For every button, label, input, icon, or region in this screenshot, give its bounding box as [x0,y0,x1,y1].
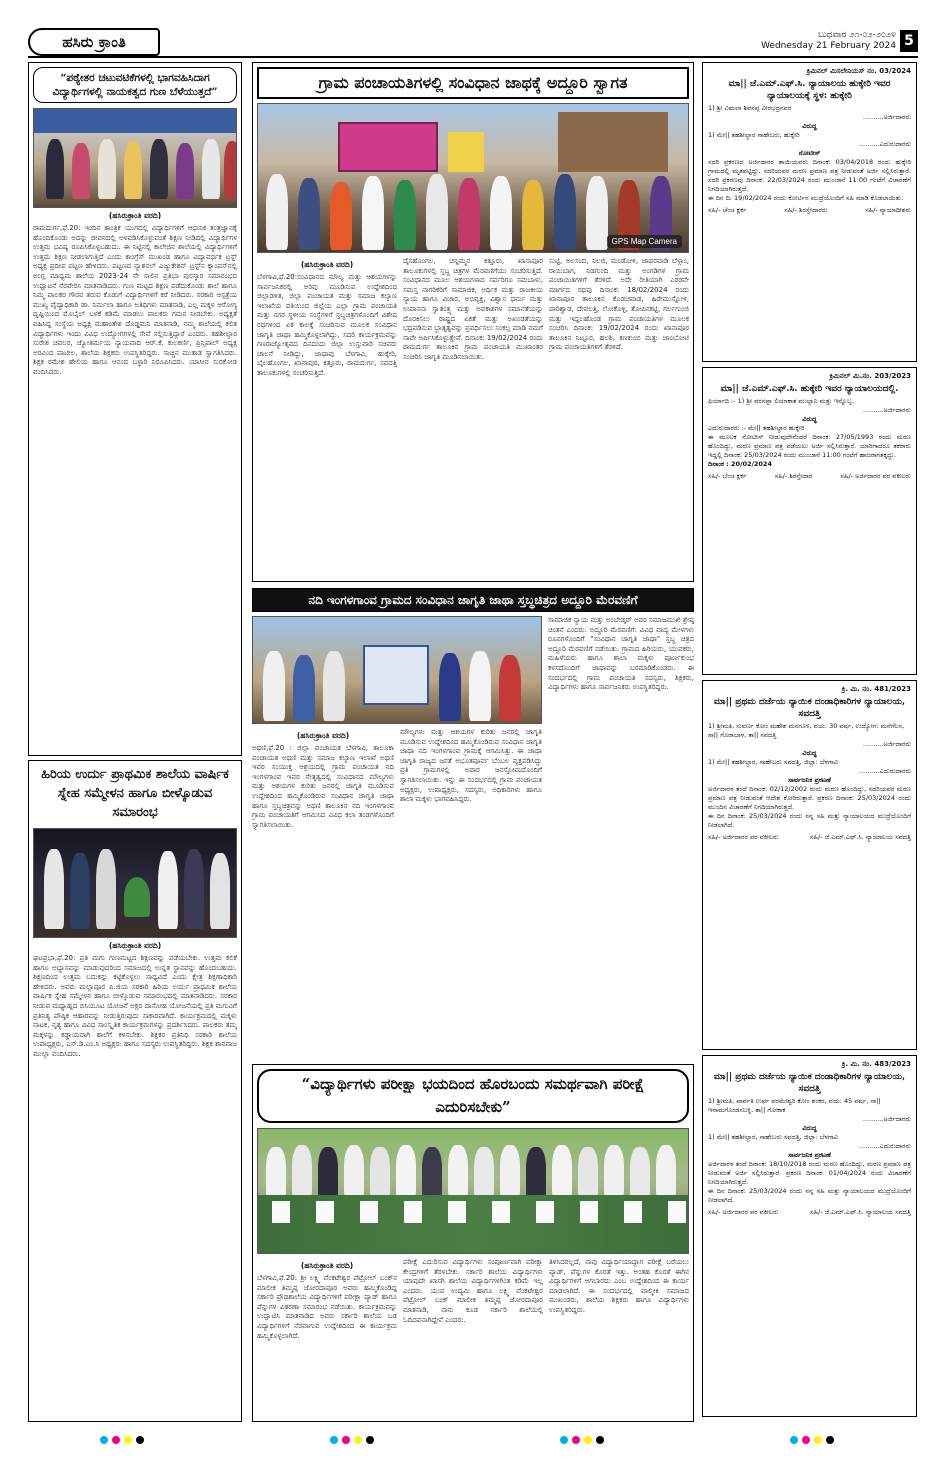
exam-pad [668,1201,686,1223]
notice-line: ಈ ದಿನ ದಿನಾಂಕ: 25/03/2024 ರಂದು ನನ್ನ ಸಹಿ ಮತ್ತು ನ್ಯಾಯಾಲಯದ ಮುದ್ರೆಯೊಂದಿಗೆ ನೀಡಲಾಗಿದೆ. [708,1187,911,1204]
person-figure [263,651,285,721]
left-story-1-headline: “ಪಠ್ಯೇತರ ಚಟುವಟಿಕೆಗಳಲ್ಲಿ ಭಾಗವಹಿಸಿದಾಗ ವಿದ್ಯಾರ್ಥಿಗಳಲ್ಲಿ ನಾಯಕತ್ವದ ಗುಣ ಬೆಳೆಯುತ್ತದೆ” [33,67,237,103]
person-figure [578,1147,598,1197]
magenta-dot [572,1436,580,1444]
masthead-dateline [761,30,896,52]
magenta-dot [112,1436,120,1444]
notice-line: 1) ಶ್ರೀಮತಿ, ಪಾರ್ವತಿ ಉರ್ಫ ಪರಮೇಶ್ವರಿ ಕೋಂ ಶಂಕರ, ವಯ: 45 ವರ್ಷ, ಸಾ|| ಇನಾಮಗೊಂಡಸಬಳ್ಳಿ, ತಾ|| ಗೋಕಾಕ [708,1097,881,1114]
black-dot [596,1436,604,1444]
stage-banner [34,109,236,133]
person-figure [150,139,168,199]
exam-pad [580,1201,598,1223]
newspaper-name: ಹಸಿರು ಕ್ರಾಂತಿ [62,33,126,51]
date-kannada: ಬುಧವಾರ ೨೧-೦೨-೨೦೨೪ [817,30,896,40]
person-figure [70,853,90,929]
notice-signatures [708,833,911,842]
middle-story-3-columns [257,1258,689,1404]
tableau-figure [448,132,484,172]
yellow-dot [584,1436,592,1444]
notice-line: ..........ಎದುರುದಾರರು [858,140,911,148]
notice-line: ಈ ದಿನ ದಿ: 19/02/2024 ರಂದು ಕೋರ್ಟಿನ ಮುದ್ರೆಯೊಂದಿಗೆ ಸಹಿ ಮಾಡಿ ಕೊಡಲಾಯಿತು. [708,194,904,202]
left-column [28,62,242,1422]
middle-story-2-col-1 [252,728,394,1044]
middle-story-3-dateline: (ಹಸಿರುಕ್ರಾಂತಿ ವರದಿ) [300,1261,354,1270]
notice-line: ಸಾರ್ವಜನಿಕ ಪ್ರಕಟಣೆ [788,776,831,784]
middle-story-3-text-1: ಬೆಳಗಾವಿ,ಫೆ.20: ಶ್ರೀ ಲಕ್ಷ್ಮಿ ವೆಂಕಟೇಶ್ವರ ಪೆಟ್ರೋಲ್ ಬಂಕ್‌ನ ಮಾಲೀಕ ತಿಮ್ಮಪ್ಪ ಜೋರದಾಪೂರ ಅವರು ಹಮ್ಮಿಕೊಂಡಿದ್ದ ಸರ್ಕಾರಿ ಪ್ರೌಢಶಾಲೆಯ ವಿದ್ಯಾರ್ಥಿಗಳಿಗೆ ಪರೀಕ್ಷಾ ಪ್ಯಾಡ್ ಹಾಗೂ ಪೆನ್ನುಗಳ ವಿತರಣಾ ಸಮಾರಂಭ ನಡೆಯಿತು. ಕಾರ್ಯಕ್ರಮವನ್ನು ಉದ್ಘಾಟಿಸಿ ಮಾತನಾಡಿದ ಅವರು ಸರ್ಕಾರಿ ಶಾಲೆಯ ಬಡ ವಿದ್ಯಾರ್ಥಿಗಳಿಗೆ ನೆರವಾಗುವ ಉದ್ದೇಶದಿಂದ ಈ ಕಾರ್ಯಕ್ರಮ ಹಮ್ಮಿಕೊಳ್ಳಲಾಗಿದೆ. [257,1274,397,1340]
black-dot [136,1436,144,1444]
notice-line: ನೋಟೀಸ್ [798,149,821,157]
person-figure [44,849,64,929]
court-notice-3 [702,680,917,1050]
plant-pot [124,877,150,917]
signature-right: ಸಹಿ/- ಜೆ.ಎಮ್.ಎಫ್.ಸಿ. ನ್ಯಾಯಾಲಯ ಸವದತ್ತಿ [810,833,911,841]
notice-signatures [708,1208,911,1217]
middle-story-2-right [548,616,694,1056]
magenta-dot [802,1436,810,1444]
court-notice-2 [702,367,917,675]
notice-line: ಈ ಮೂಲಕ ನೋಟೀಸ್ ನೀಡುವುದೇನೆಂದರೆ ದಿನಾಂಕ: 27/05/1993 ರಂದು ಮರಣ ಹೊಂದಿದ್ದು, ಮರಣ ಪ್ರಮಾಣ ಪತ್ರ ಪಡೆಯಲು ಅರ್ಜಿ ಸಲ್ಲಿಸಿರುತ್ತಾರೆ. ಯಾರಿಗಾದರೂ ತಕರಾರು ಇದ್ದಲ್ಲಿ ದಿನಾಂಕ: 25/03/2024 ರಂದು ಮುಂಜಾನೆ 11:00 ಗಂಟೆಗೆ ಹಾಜರಾಗತಕ್ಕದ್ದು. [708,433,911,459]
left-story-1-photo [33,108,237,208]
person-figure [72,143,90,199]
middle-story-1-col-2 [403,257,543,573]
middle-story-1-columns [257,257,689,573]
left-story-2 [28,760,242,1422]
notice-case-number: ಕ್ರಿಮಿನಲ್ ಮಿಸಲೇನಿಯಸ್ ನಂ. 03/2024 [806,67,911,75]
middle-story-3-text-3: ತಿಳಿಸಿದರಲ್ಲದೆ, ನಾವು ವಿದ್ಯಾರ್ಥಿಯಾದ್ದಾಗ ಪರೀಕ್ಷೆ ಬರೆಯಲು ಪ್ಯಾಡ್, ಪೆನ್ನುಗಳ ಕೊರತೆ ಇತ್ತು. ಅಂತಹ ಕೊರತೆ ಈಗಿನ ವಿದ್ಯಾರ್ಥಿಗಳಿಗೆ ಆಗಬಾರದು ಎಂಬ ಉದ್ದೇಶದಿಂದ ಈ ಕಾರ್ಯ ಮಾಡಲಾಗಿದೆ. ಈ ಸಂದರ್ಭದಲ್ಲಿ ವಾಲ್ಮೀಕಿ ಸಮಾಜದ ಮುಖಂಡರು, ಶಾಲೆಯ ಶಿಕ್ಷಕರು ಹಾಗೂ ವಿದ್ಯಾರ್ಥಿಗಳು ಉಪಸ್ಥಿತರಿದ್ದರು. [549,1258,689,1314]
notice-line: ವಿರುದ್ಧ [802,122,817,130]
middle-story-1-headline: ಗ್ರಾಮ ಪಂಚಾಯತಿಗಳಲ್ಲಿ ಸಂವಿಧಾನ ಜಾಥಕ್ಕೆ ಅದ್ದೂರಿ ಸ್ವಾಗತ [257,67,689,99]
person-figure [499,655,521,721]
notice-line: ದಿನಾಂಕ : 20/02/2024 [708,460,772,468]
middle-story-1-text-1: ಬೆಳಗಾವಿ,ಫೆ.20:ಸಂವಿಧಾನದ ಮೌಲ್ಯ ಮತ್ತು ಆಶಯಗಳನ್ನು ಸಾರ್ವಜನಿಕರಲ್ಲಿ ಅರಿವು ಮೂಡಿಸುವ ಉದ್ದೇಶದಿಂದ ಜಿಲ್ಲಾಡಳಿತ, ಜಿಲ್ಲಾ ಪಂಚಾಯತ ಮತ್ತು ಸಮಾಜ ಕಲ್ಯಾಣ ಇಲಾಖೆಯ ವತಿಯಿಂದ ಜಿಲ್ಲೆಯ ಎಲ್ಲಾ ಗ್ರಾಮ ಪಂಚಾಯತಿ ಮತ್ತು ನಗರ ಸ್ಥಳೀಯ ಸಂಸ್ಥೆಗಳಿಗೆ ಸ್ತಬ್ಧಚಿತ್ರಗಳೊಂದಿಗೆ ವಿಶೇಷ ರಥಗಳಿಂದ ಏಕ ಕಾಲಕ್ಕೆ ಸಂಚರಿಸುವ ಮೂಲಕ ಸಂವಿಧಾನ ಜಾಗೃತಿ ಜಾಥಾ ಹಮ್ಮಿಕೊಳ್ಳಲಾಗಿದ್ದು, ಸದರಿ ಕಾರ್ಯಕ್ರಮವನ್ನು ಗಣರಾಜ್ಯೋತ್ಸವದ ದಿನದಂದು ಜಿಲ್ಲಾ ಉಸ್ತುವಾರಿ ಸಚಿವರು ಚಾಲನೆ ನೀಡಿದ್ದು, ಜಾಥಾವು ಬೆಳಗಾವಿ, ಹುಕ್ಕೇರಿ, ಬೈಲಹೊಂಗಲ, ಖಾನಾಪುರ, ಕಿತ್ತೂರು, ರಾಮದುರ್ಗ, ಸವದತ್ತಿ ತಾಲೂಕುಗಳಲ್ಲಿ ಸಂಚರಿಸುತ್ತಿದೆ. [257,273,397,377]
person-figure [292,1145,312,1197]
person-figure [210,853,230,929]
exam-pad [272,1201,290,1223]
left-story-1 [28,62,242,756]
middle-story-3-photo [257,1128,689,1254]
signature-right: ಸಹಿ/- ನ್ಯಾಯಾಧೀಶರು [865,206,911,214]
person-figure [394,180,416,250]
middle-story-3-col-3 [549,1258,689,1404]
person-figure [656,1145,676,1197]
person-figure [426,174,448,250]
signature-right: ಸಹಿ/- ಜೆ.ಎಮ್.ಎಫ್.ಸಿ. ನ್ಯಾಯಾಲಯ ಸವದತ್ತಿ [810,1208,911,1216]
notice-line: ..........ಅರ್ಜಿದಾರರು [862,740,911,748]
person-figure [586,176,608,250]
notice-signatures [708,472,911,481]
person-figure [176,143,194,199]
court-notice-1 [702,62,917,362]
person-figure [396,1145,416,1197]
middle-story-1-col-1 [257,257,397,573]
middle-story-2 [252,588,694,1058]
notice-line: ..........ಎದುರುದಾರರು [858,767,911,775]
middle-story-3 [252,1064,694,1422]
notice-line: ಅರ್ಜಿದಾರಳ ತಂದೆ ದಿನಾಂಕ: 02/12/2002 ರಂದು ಮರಣ ಹೊಂದಿದ್ದು, ಸದರಿಯವರ ಮರಣ ಪ್ರಮಾಣ ಪತ್ರ ನೀಡುವಂತೆ ಆದೇಶ ಕೋರಿರುತ್ತಾರೆ. ಪ್ರಕರಣ ದಿನಾಂಕ: 25/03/2024 ರಂದು ಮುಂದಿನ ವಿಚಾರಣೆಗೆ ನಿಗದಿಯಾಗಿರುತ್ತದೆ. [708,785,911,811]
middle-story-2-dateline: (ಹಸಿರುಕ್ರಾಂತಿ ವರದಿ) [296,731,350,740]
notice-line: ಅರ್ಜಿದಾರಳ ತಂದೆ ದಿನಾಂಕ: 18/10/2018 ರಂದು ಮರಣ ಹೊಂದಿದ್ದು, ಮರಣ ಪ್ರಮಾಣ ಪತ್ರ ನೀಡುವಂತೆ ಅರ್ಜಿ ಸಲ್ಲಿಸಿರುತ್ತಾರೆ. ಪ್ರಕರಣ ದಿನಾಂಕ: 01/04/2024 ರಂದು ವಿಚಾರಣೆಗೆ ನಿಗದಿಯಾಗಿರುತ್ತದೆ. [708,1160,911,1186]
black-dot [826,1436,834,1444]
notice-line: ..........ಎದುರುದಾರರು [858,1142,911,1150]
exam-pad [536,1201,554,1223]
notice-line: ಎದುರುದಾರರು :- ಮೇ|| ತಹಶೀಲ್ದಾರ ಹುಕ್ಕೇರಿ [708,424,805,432]
notice-title: ಮಾ|| ಜೆ.ಎಮ್.ಎಫ್.ಸಿ. ಹುಕ್ಕೇರಿ ಇವರ ನ್ಯಾಯಾಲಯದಲ್ಲಿ. [720,384,899,394]
cyan-dot [790,1436,798,1444]
left-story-2-headline: ಹಿರಿಯ ಉರ್ದು ಪ್ರಾಥಮಿಕ ಶಾಲೆಯ ವಾರ್ಷಿಕ ಸ್ನೇಹ ಸಮ್ಮೇಳನ ಹಾಗೂ ಬೀಳ್ಕೊಡುವ ಸಮಾರಂಭ [41,767,229,820]
gps-camera-tag: GPS Map Camera [607,235,682,248]
person-figure [422,1147,442,1197]
middle-story-2-text-1: ಅಥಣಿ,ಫೆ.20 : ಜಿಲ್ಲಾ ಪಂಚಾಯತ ಬೆಳಗಾವಿ, ತಾಲೂಕಾ ಪಂಚಾಯತ ಅಥಣಿ ಮತ್ತು ಸಮಾಜ ಕಲ್ಯಾಣ ಇಲಾಖೆ ಅಥಣಿ ಇವರ ಸಂಯುಕ್ತ ಆಶ್ರಯದಲ್ಲಿ ಗ್ರಾಮ ಪಂಚಾಯತ ನದಿ ಇಂಗಳಗಾಂವ ಇವರ ನೇತೃತ್ವದಲ್ಲಿ ಸಂವಿಧಾನದ ಮೌಲ್ಯಗಳು ಮತ್ತು ಆಶಯಗಳ ಕುರಿತು ಜನರಲ್ಲಿ ಜಾಗೃತಿ ಮೂಡಿಸುವ ಉದ್ದೇಶದಿಂದ ಹಮ್ಮಿಕೊಂಡಿರುವ ಸಂವಿಧಾನ ಜಾಗೃತಿ ಜಾಥಾ ಹಾಗೂ ಸ್ತಬ್ಧಚಿತ್ರವನ್ನು ಅಥಣಿ ತಾಲೂಕಿನ ನದಿ ಇಂಗಳಗಾಂವ ಗ್ರಾಮ ಪಂಚಾಯತಿಗೆ ಆಗಮಿಸಿದ ವಿವಿಧ ಕಲಾ ತಂಡಗಳೊಂದಿಗೆ ಸ್ವಾಗತಿಸಲಾಯಿತು. [252,744,394,829]
left-story-2-photo [33,828,237,938]
person-figure [293,655,315,721]
person-figure [469,651,491,721]
person-figure [630,1147,650,1197]
notice-line: ಈ ದಿನ ದಿನಾಂಕ: 25/03/2024 ರಂದು ನನ್ನ ಸಹಿ ಮತ್ತು ನ್ಯಾಯಾಲಯದ ಮುದ್ರೆಯೊಂದಿಗೆ ನೀಡಲಾಗಿದೆ. [708,812,911,829]
person-figure [522,180,544,250]
person-figure [439,653,461,721]
middle-story-2-left [252,616,542,1056]
exam-pad [316,1201,334,1223]
middle-story-3-text-2: ಪರೀಕ್ಷೆ ಎದುರಿಸುವ ವಿದ್ಯಾರ್ಥಿಗಳು ಸಂಪೂರ್ಣವಾಗಿ ಪರೀಕ್ಷಾ ಕೇಂದ್ರಗಳಿಗೆ ತೆರಳಬೇಕು. ಸರ್ಕಾರಿ ಶಾಲೆಯ ವಿದ್ಯಾರ್ಥಿಗಳು ಯಾವುದೇ ಖಾಸಗಿ ಶಾಲೆಯ ವಿದ್ಯಾರ್ಥಿಗಳಿಗಿಂತ ಕಡಿಮೆ ಇಲ್ಲ ಎಂದರು. ಯುವ ಉದ್ಯಮಿ ಹಾಗೂ ಲಕ್ಷ್ಮಿ ವೆಂಕಟೇಶ್ವರ ಪೆಟ್ರೋಲ್ ಬಂಕ್ ಮಾಲೀಕ ತಿಮ್ಮಪ್ಪ ಜೋರದಾಪೂರ ಮಾತನಾಡಿ, ನಾನು ಕೂಡ ಸರ್ಕಾರಿ ಶಾಲೆಯಲ್ಲಿ ಓದಿದವನಾಗಿದ್ದೇನೆ ಎಂದರು. [403,1258,543,1324]
notice-line: ..........ಅರ್ಜಿದಾರರು [862,113,911,121]
person-figure [458,178,480,250]
tableau-vehicle [338,122,438,172]
person-figure [362,176,384,250]
middle-story-1-text-3: ಸುಟ್ಟಿ, ಅಲಸಂದಿ, ನಿಲಜಿ, ಮಂಡೋಳಿ, ಜಾಫರವಾಡಿ ಬೆಳ್ಗಾಂ, ರಾಯಿಬಾಗ, ನಿಡಗುಂದಿ ಮತ್ತು ಅಂಗಡಿಗಳ ಗ್ರಾಮ ಪಂಚಾಯಿತಿಗಳಿಗೆ ತೆರಳಿದೆ. ಅದೇ ರೀತಿಯಾಗಿ ಎರಡನೇ ಮಾರ್ಗದ ರಥವು ದಿನಾಂಕ: 18/02/2024 ರಂದು ಖಾನಾಪೂರ ತಾಲೂಕಿನ ಕೊಡಚವಾಡ, ಹಿರೇಮುನ್ನೋಳಿ, ಪಾರಿಶ್ವಾಡ, ದೇವಲತ್ತಿ, ಲೋಕೊಳ್ಳಿ, ತೋಪಿನಕಟ್ಟಿ, ಗರ್ಲಗುಂಜಿ ಮತ್ತು ಇದ್ದಲಹೊಂಡ ಗ್ರಾಮ ಪಂಚಾಯತಿಗಳ ಮೂಲಕ ಸಂಚರಿಸಿ ದಿನಾಂಕ: 19/02/2024 ರಂದು ಖಾನಾಪೂರ ತಾಲೂಕಿನ ನಿಟ್ಟೂರ, ಹಲಶಿ, ಕಣಕುಂಬಿ ಮತ್ತು ಜಾಂಬೋಟಿ ಗ್ರಾಮ ಪಂಚಾಯತಿಗಳಿಗೆ ತೆರಳಿದೆ. [549,257,689,352]
magenta-dot [342,1436,350,1444]
yellow-dot [124,1436,132,1444]
middle-story-2-text-2: ಮೌಲ್ಯಗಳು ಮತ್ತು ಆಶಯಗಳ ಕುರಿತು ಜನರಲ್ಲಿ ಜಾಗೃತಿ ಮೂಡಿಸುವ ಉದ್ದೇಶದಿಂದ ಹಮ್ಮಿಕೊಂಡಿರುವ ಸಂವಿಧಾನ ಜಾಗೃತಿ ಜಾಥಾ ನದಿ ಇಂಗಳಗಾಂವ ಗ್ರಾಮಕ್ಕೆ ಆಗಮಿಸಿತ್ತು. ಈ ಜಾಥಾ ಜಾಗೃತಿ ರಾಜ್ಯದ ಜನತೆ ಅಭೂತಪೂರ್ವ ಬೆಂಬಲ ವ್ಯಕ್ತಪಡಿಸಿದ್ದು ಪ್ರತಿ ಗ್ರಾಮಗಳಲ್ಲಿ ಅಪಾರ ಜನಸ್ತೋಮದೊಂದಿಗೆ ಸ್ವಾಗತಿಸಲಾಯಿತು. ಇನ್ನು ಈ ಸಂದರ್ಭದಲ್ಲಿ ಗ್ರಾಮ ಪಂಚಾಯತ ಅಧ್ಯಕ್ಷರು, ಉಪಾಧ್ಯಕ್ಷರು, ಸದಸ್ಯರು, ಅಧಿಕಾರಿಗಳು ಹಾಗೂ ಶಾಲಾ ಮಕ್ಕಳು ಭಾಗವಹಿಸಿದ್ದರು. [400,728,542,804]
masthead [28,28,918,58]
person-figure [224,141,237,199]
exam-pad [404,1201,422,1223]
middle-story-3-col-1 [257,1258,397,1404]
notice-line: ವಿರುದ್ಧ [802,749,817,757]
person-figure [526,1147,546,1197]
signature-left: ಸಹಿ/- ಅರ್ಜಿದಾರರ ಪರ ವಕೀಲರು [708,833,779,841]
registration-marks-left [100,1436,144,1444]
page-number: 5 [900,30,918,52]
notice-line: 1) ಮೇ|| ತಹಶೀಲ್ದಾರ, ಸಾಹೇಬರು ಸವದತ್ತಿ, ಜಿಲ್ಲಾ: ಬೆಳಗಾವಿ [708,758,838,766]
registration-marks-center-right [560,1436,604,1444]
signature-left: ಸಹಿ/- ಚೆಂಚ ಕ್ಲರ್ಕ [708,206,747,214]
person-figure [184,849,204,929]
person-figure [330,182,352,250]
person-figure [318,1147,338,1197]
person-figure [448,1145,468,1197]
person-figure [370,1147,390,1197]
left-story-2-dateline: (ಹಸಿರುಕ್ರಾಂತಿ ವರದಿ) [108,941,162,950]
notice-case-number: ಕ್ರಿಮಿನಲ್ ಮಿ.ನಂ. 203/2023 [829,372,911,380]
cyan-dot [330,1436,338,1444]
person-figure [500,1145,520,1197]
middle-story-2-headline: ನದಿ ಇಂಗಳಗಾಂವ ಗ್ರಾಮದ ಸಂವಿಧಾನ ಜಾಗೃತಿ ಜಾಥಾ ಸ್ತಬ್ಧಚಿತ್ರದ ಅದ್ದೂರಿ ಮೆರವಣಿಗೆ [252,588,694,612]
notice-line: 1) ಮೇ|| ತಹಶೀಲ್ದಾರ ಸಾಹೇಬರು, ಹುಕ್ಕೇರಿ [708,131,800,139]
date-english: Wednesday 21 February 2024 [761,41,896,51]
notice-line: ಸದರಿ ಪ್ರಕರಣದ ಅರ್ಜಿದಾರರ ತಾಯಿಯವರು ದಿನಾಂಕ: 03/04/2018 ರಂದು ಹುಕ್ಕೇರಿ ಗ್ರಾಮದಲ್ಲಿ ಮೃತಪಟ್ಟಿದ್ದು, ಸದರಿಯವರ ಮರಣ ಪ್ರಮಾಣ ಪತ್ರ ನೀಡುವಂತೆ ಅರ್ಜಿ ಸಲ್ಲಿಸಿರುತ್ತಾರೆ. ಸದರಿ ಪ್ರಕರಣವು ದಿನಾಂಕ: 22/03/2024 ರಂದು ಮುಂಜಾನೆ 11:00 ಗಂಟೆಗೆ ವಿಚಾರಣೆಗೆ ನಿಗದಿಯಾಗಿರುತ್ತದೆ. [708,158,911,193]
exam-pad [448,1201,466,1223]
person-figure [266,174,288,250]
building [558,112,668,172]
notice-title: ಮಾ|| ಪ್ರಥಮ ದರ್ಜೆಯ ನ್ಯಾಯಿಕ ದಂಡಾಧಿಕಾರಿಗಳ ನ್ಯಾಯಾಲಯ, ಸವದತ್ತಿ [713,1072,906,1094]
left-story-1-body: ರಾಮದುರ್ಗ,ಫೆ.20: ಇಂದಿನ ತಾಂತ್ರಿಕ ಯುಗದಲ್ಲಿ ವಿದ್ಯಾರ್ಥಿಗಳಿಗೆ ಆಧುನಿಕ ತಂತ್ರಜ್ಞಾನಕ್ಕೆ ಹೊಂದಿಕೊಂಡು ಅದನ್ನು ಜೀವನದಲ್ಲಿ ಅಳವಡಿಸಿಕೊಳ್ಳುವಂತೆ ಶಿಕ್ಷಣ ನೀಡಿದಲ್ಲಿ ವಿದ್ಯಾರ್ಥಿಗಳ ಉತ್ತಮ ಭವಿಷ್ಯ ರೂಪಿಸಿಕೊಳ್ಳಬಹುದು. ಈ ನಿಟ್ಟಿನಲ್ಲಿ ಕಾಲೇಜಿನ ಶಾಲೆಯಲ್ಲಿ ವಿದ್ಯಾರ್ಥಿಗಳಿಗೆ ಉತ್ತಮ ಶಿಕ್ಷಣ ನೀಡಲಾಗುತ್ತಿದೆ ಎಂದು ಕಾಂಗ್ರೆಸ್ ಮುಖಂಡ ಹಾಗೂ ವಿದ್ಯಾವರ್ಧಕ ಟ್ರಸ್ಟ್ ಅಧ್ಯಕ್ಷ ಪ್ರದೀಪ ಪಟ್ಟಣ ಹೇಳಿದರು. ಪಟ್ಟಣದ ನ್ಯಾಶನಲ್ ಎಜ್ಯುಕೇಶನ್ ಟ್ರಸ್ಟ್‌ನ ಕ್ಯಾಂಪಸ್‌ನಲ್ಲಿ ಅಂಗ್ಲ ಮಾಧ್ಯಮ ಶಾಲೆಯ 2023-24 ನೇ ಸಾಲಿನ ಪ್ರತಿಭಾ ಪುರಸ್ಕಾರ ಸಮಾರಂಭದ ಉದ್ಘಾಟನೆ ನೆರವೇರಿಸಿ ಮಾತನಾಡಿದರು. ಗುಣ ಮಟ್ಟದ ಶಿಕ್ಷಣ ಪಡೆದುಕೊಂಡು ಶಾಲೆ ಹಾಗೂ ನಿಮ್ಮ ಪಾಲಕರ ಗೌರವ ತರುವ ಕೊಡುಗೆ ವಿದ್ಯಾರ್ಥಿಗಳಿಗೆ ಕರೆ ನೀಡಿದರು. ಸರಕಾರಿ ಆಸ್ಪತ್ರೆಯ ಮುಖ್ಯ ವೈದ್ಯಾಧಿಕಾರಿ ಡಾ. ನಿರ್ಮಲಾ ಹಾಗೂ ಅತಿಥಿಗಳು ಮಾತನಾಡಿ, ಎಲ್ಲ ಮಕ್ಕಳ ಆರೋಗ್ಯ ದೃಷ್ಟಿಯಿಂದ ಮೊಬೈಲ್ ಬಳಕೆ ಕಡಿಮೆ ಮಾಡಲು ಪಾಲಕರು ಗಮನ ನೀಡಬೇಕು. ಅಧ್ಯಕ್ಷತೆ ವಹಿಸಿದ್ದ ಸಂಸ್ಥೆಯ ಅಧ್ಯಕ್ಷ ಮಹಾಂತೇಶ ದೊಡ್ಡಮನಿ ಮಾತನಾಡಿ, ನಮ್ಮ ಶಾಲೆಯಲ್ಲಿ ಕಲಿತ ವಿದ್ಯಾರ್ಥಿಗಳು ಇಂದು ವಿವಿಧ ಉದ್ಯೋಗಗಳಲ್ಲಿ ಸೇವೆ ಸಲ್ಲಿಸುತ್ತಿದ್ದಾರೆ ಎಂದರು. ತಹಶೀಲ್ದಾರ ಸುರೇಶ ಚವಲರ, ಜ್ಯೋತಿರ್ಮಯ ನ್ಯಾಯವಾದಿ ಆರ್.ಕೆ. ಕುಲಕರ್ಣಿ, ಪ್ರಿನ್ಸಿಪಾಲ್ ಅಧ್ಯಕ್ಷ ಅರವಿಂದ ಪಾಟೀಲ, ಶಾಲೆಯ ಶಿಕ್ಷಕರು ಉಪಸ್ಥಿತರಿದ್ದರು. ಸಾಚ್ಚಿನ ಮುತಾಡ ಸ್ವಾಗತಿಸಿದರು. ಶಿಕ್ಷಕ ರಮೇಶ ಹೇಲಿಯ ಹಾಗೂ ಆನಂದ ಬಳ್ಳಾರಿ ನಿರೂಪಿಸಿದರು. ಯಾಸೀನ ಸುರಕೋಡ ವಂದಿಸಿದರು. [33,224,237,376]
registration-marks-right [790,1436,834,1444]
person-figure [552,1145,572,1197]
middle-story-2-text-3: ಸಾಮಾಜಿಕ ನ್ಯಾಯ ಮತ್ತು ಅಂಬೇಡ್ಕರ್ ಅವರ ಸಮಾಜಮುಖಿ ಶ್ರೇಷ್ಠ ಚಿಂತನೆ ಎಂದರು. ಅದ್ದೂರಿ ಮೆರವಣಿಗೆ: ವಿವಿಧ ವಾದ್ಯ ಮೇಳಗಳು ರೂಪಗಳೊಂದಿಗೆ "ಸಂವಿಧಾನ ಜಾಗೃತಿ ಜಾಥಾ" ಸ್ತಬ್ಧ ಚಿತ್ರದ ಅದ್ದೂರಿ ಮೆರವಣಿಗೆ ನಡೆಯಿತು. ಗ್ರಾಮದ ಹಿರಿಯರು, ಯುವಕರು, ಮಹಿಳೆಯರು ಹಾಗೂ ಶಾಲಾ ಮಕ್ಕಳು ಪೂರ್ಣಕುಂಭ ಕಳಸದೊಂದಿಗೆ ಜಾಥಾವನ್ನು ಬರಮಾಡಿಕೊಂಡರು. ಈ ಸಂದರ್ಭದಲ್ಲಿ ಗ್ರಾಮ ಪಂಚಾಯತಿ ಸದಸ್ಯರು, ಶಿಕ್ಷಕರು, ವಿದ್ಯಾರ್ಥಿಗಳು ಹಾಗೂ ಸಾರ್ವಜನಿಕರು ಉಪಸ್ಥಿತರಿದ್ದರು. [548,616,694,692]
middle-story-2-col-2 [400,728,542,1044]
person-figure [474,1147,494,1197]
person-figure [323,651,345,721]
right-column [702,62,917,1422]
notice-line: ..........ಅರ್ಜಿದಾರರು [862,406,911,414]
court-notice-4 [702,1055,917,1417]
person-figure [46,139,64,199]
person-figure [98,139,116,199]
notice-line: ಫಿರ್ಯಾದಿ :- 1) ಶ್ರೀ ಪರಸಪ್ಪಾ ಲಿಯಾಕಾತ ಮುಲ್ಲಾನಿ ಮತ್ತು ಇನ್ನೊಬ್ಬ. [708,397,855,405]
signature-left: ಸಹಿ/- ಅರ್ಜಿದಾರರ ಪರ ವಕೀಲರು [708,1208,779,1216]
newspaper-logo [28,28,160,56]
middle-story-1 [252,62,694,582]
middle-story-1-col-3 [549,257,689,573]
person-figure [604,1145,624,1197]
notice-signatures [708,206,911,215]
person-figure [344,1145,364,1197]
notice-line: 1) ಶ್ರೀ ವಿಮಲಾ ಶಿವನಪ್ಪ ವೀರಭದ್ರನವರ [708,104,792,112]
left-story-2-body: ಘಟಪ್ರಭಾ,ಫೆ.20: ಪ್ರತಿ ಮಗು ಗುಣಮಟ್ಟದ ಶಿಕ್ಷಣವನ್ನು ಪಡೆಯಬೇಕು. ಉತ್ತಮ ಕಲಿಕೆ ಹಾಗೂ ಅಭ್ಯಾಸವನ್ನು ಮಾಡುವುದರಿಂದ ಸಮಾಜದಲ್ಲಿ ಉನ್ನತ ಸ್ಥಾನವನ್ನು ಹೊಂದಬಹುದು. ಶಿಕ್ಷಣದಿಂದ ಉತ್ತಮ ಬದುಕನ್ನು ಕಟ್ಟಿಕೊಳ್ಳಲು ಸಾಧ್ಯವಿದೆ ಎಂದು ಕ್ಷೇತ್ರ ಶಿಕ್ಷಣಾಧಿಕಾರಿ ಹೇಳಿದರು. ಅವರು ಮಲ್ಲಾಪೂರ ಪಿ.ಜಿಯ ಸರಕಾರಿ ಹಿರಿಯ ಉರ್ದು ಪ್ರಾಥಮಿಕ ಶಾಲೆಯ ವಾರ್ಷಿಕ ಸ್ನೇಹ ಸಮ್ಮೇಳನ ಹಾಗೂ ಬೀಳ್ಕೊಡುವ ಸಮಾರಂಭದಲ್ಲಿ ಮಾತನಾಡಿದರು. ಸರಕಾರ ನೀಡುವ ಮಧ್ಯಾಹ್ನದ ಬಿಸಿಯೂಟ ಯೋಜನೆ ಅಕ್ಷರ ದಾಸೋಹ ಯೋಜನೆಯಲ್ಲಿ ಪ್ರತಿ ಮಗುವಿಗೆ ಪ್ರತಿನಿತ್ಯ ಪೌಷ್ಠಿಕ ಆಹಾರವನ್ನು ನೀಡುತ್ತಿರುವುದು ಸಾಕಾರವಾಗಿದೆ. ಕಾರ್ಯಕ್ರಮದಲ್ಲಿ ಮಕ್ಕಳು ನಾಟಕ, ನೃತ್ಯ ಹಾಗೂ ವಿವಿಧ ಸಾಂಸ್ಕೃತಿಕ ಕಾರ್ಯಕ್ರಮಗಳನ್ನು ಪ್ರದರ್ಶಿಸಿದರು. ಪಾಲಕರು ತಮ್ಮ ಮಕ್ಕಳನ್ನು ಕಡ್ಡಾಯವಾಗಿ ಶಾಲೆಗೆ ಕಳಿಸಬೇಕು. ಶಿಕ್ಷಕರ ಪ್ರತಿನಿಧಿ ಸರಕಾರಿ ಶಾಲೆಯ ಉಪಾಧ್ಯಕ್ಷರು, ಎಸ್.ಡಿ.ಎಂ.ಸಿ ಅಧ್ಯಕ್ಷರು ಹಾಗೂ ಸದಸ್ಯರು ಉಪಸ್ಥಿತರಿದ್ದರು. ಶಿಕ್ಷಕ ಶಾನವಾಜ ಮುಲ್ಲಾ ವಂದಿಸಿದರು. [33,954,237,1058]
notice-case-number: ಕ್ರಿ. ಮಿ. ನಂ. 483/2023 [841,1060,911,1068]
cyan-dot [100,1436,108,1444]
notice-line: 1) ಮೇ|| ತಹಶೀಲ್ದಾರ, ಸಾಹೇಬರು ಸವದತ್ತಿ, ಜಿಲ್ಲಾ: ಬೆಳಗಾವಿ [708,1133,838,1141]
person-figure [96,849,116,929]
middle-story-1-photo [257,103,689,253]
signature-mid: ಸಹಿ/- ಶಿರಸ್ತೇದಾರರು [784,206,828,214]
middle-story-2-photo [252,616,542,724]
left-story-1-dateline: (ಹಸಿರುಕ್ರಾಂತಿ ವರದಿ) [108,211,162,220]
person-figure [266,1147,286,1197]
middle-story-1-dateline: (ಹಸಿರುಕ್ರಾಂತಿ ವರದಿ) [300,260,354,269]
notice-line: ಸಾರ್ವಜನಿಕ ಪ್ರಕಟಣೆ [788,1151,831,1159]
middle-story-2-text-columns [252,728,542,1044]
middle-column [252,62,694,1422]
signature-left: ಸಹಿ/- ಬೆಂಚ ಕ್ಲರ್ಕ [708,472,747,480]
exam-pad [492,1201,510,1223]
ambedkar-banner [363,645,429,705]
signature-right: ಸಹಿ/- ಅರ್ಜಿದಾರರ ಪರ ವಕೀಲರು [840,472,911,480]
registration-marks-center-left [330,1436,374,1444]
notice-title: ಮಾ|| ಪ್ರಥಮ ದರ್ಜೆಯ ನ್ಯಾಯಿಕ ದಂಡಾಧಿಕಾರಿಗಳ ನ್ಯಾಯಾಲಯ, ಸವದತ್ತಿ [713,697,906,719]
notice-title: ಮಾ|| ಜೆ.ಎಮ್.ಎಫ್.ಸಿ. ನ್ಯಾಯಾಲಯ ಹುಕ್ಕೇರಿ ಇವರ ನ್ಯಾಯಾಲಯಕ್ಕೆ ಸ್ಥಳ: ಹುಕ್ಕೇರಿ [728,79,891,101]
black-dot [366,1436,374,1444]
notice-line: ವಿರುದ್ಧ [802,1124,817,1132]
middle-story-2-layout [252,616,694,1056]
exam-pad [360,1201,378,1223]
yellow-dot [814,1436,822,1444]
middle-story-3-col-2 [403,1258,543,1404]
signature-mid: ಸಹಿ/- ಶಿರಸ್ತೇದಾರ [774,472,813,480]
yellow-dot [354,1436,362,1444]
person-figure [124,141,142,199]
notice-line: 1) ಶ್ರೀಮತಿ, ಸುವರ್ಣ ಕೋಂ ಮಹೇಶ ಮನಗೂಳಿ, ವಯ: 30 ವರ್ಷ, ಉದ್ಯೋಗ: ಮನೆಗೆಲಸ, ಸಾ|| ಗೊರಾಬಾಳ, ತಾ|| ಸವದತ್ತಿ [708,722,905,739]
person-figure [554,174,576,250]
middle-story-1-text-2: ದೈಸಹೊಂಗಲ, ಚನ್ನಮ್ಮನ ಕಿತ್ತೂರು, ಖಾನಾಪೂರ ತಾಲೂಕುಗಳಲ್ಲಿ ಸ್ತಬ್ಧ ಚಿತ್ರಗಳ ಮೆರವಣಿಗೆಯು ಸಂಚರಿಸುತ್ತಿದೆ. ಸಂವಿಧಾನದ ಮೂಲ ಆಶಯಗಳಾದ ಸರ್ವರಿಗೂ ಸಮಬಾಳು, ಸಮಸ್ತ ನಾಗರಿಕರಿಗೆ ಸಾಮಾಜಿಕ, ಆರ್ಥಿಕ ಮತ್ತು ರಾಜಕೀಯ ನ್ಯಾಯ ಹಾಗೂ ವಿಚಾರ, ಅಭಿವ್ಯಕ್ತಿ, ವಿಶ್ವಾಸ ಧರ್ಮ ಮತ್ತು ಉಪಾಸನಾ ಸ್ವಾತಂತ್ರ್ಯ ಮತ್ತು ಅವಕಾಶಗಳ ಸಮಾನತೆಯನ್ನು ದೊರಕಿಸಲು ರಾಷ್ಟ್ರದ ಏಕತೆ ಮತ್ತು ಅಖಂಡತೆಯನ್ನು ಭದ್ರಪಡಿಸುವ ಭ್ರಾತೃತ್ವವನ್ನು ಪ್ರವರ್ಧಿಸಲು ಸಂಕಲ್ಪ ಮಾಡಿ ನಮಗೆ ನಾವೇ ಅರ್ಪಿಸಿಕೊಳ್ಳುತ್ತೇವೆ. ದಿನಾಂಕ: 19/02/2024 ರಂದು ರಾಮದುರ್ಗ ತಾಲೂಕಿನ ಗ್ರಾಮ ಪಂಚಾಯತಿ ಮುಖಾಂತರ ಸಂಚರಿಸಿ ಜಾಗೃತಿ ಮೂಡಿಸಲಾಯಿತು. [403,257,543,361]
exam-pad [624,1201,642,1223]
cyan-dot [560,1436,568,1444]
person-figure [490,176,512,250]
notice-line: ವಿರುದ್ಧ [802,415,817,423]
middle-story-3-headline: “ವಿದ್ಯಾರ್ಥಿಗಳು ಪರೀಕ್ಷಾ ಭಯದಿಂದ ಹೊರಬಂದು ಸಮರ್ಥವಾಗಿ ಪರೀಕ್ಷೆ ಎದುರಿಸಬೇಕು” [257,1069,689,1123]
notice-line: ..........ಅರ್ಜಿದಾರರು [862,1115,911,1123]
person-figure [158,851,178,929]
notice-case-number: ಕ್ರಿ. ಮಿ. ನಂ. 481/2023 [841,685,911,693]
person-figure [202,139,220,199]
person-figure [298,178,320,250]
